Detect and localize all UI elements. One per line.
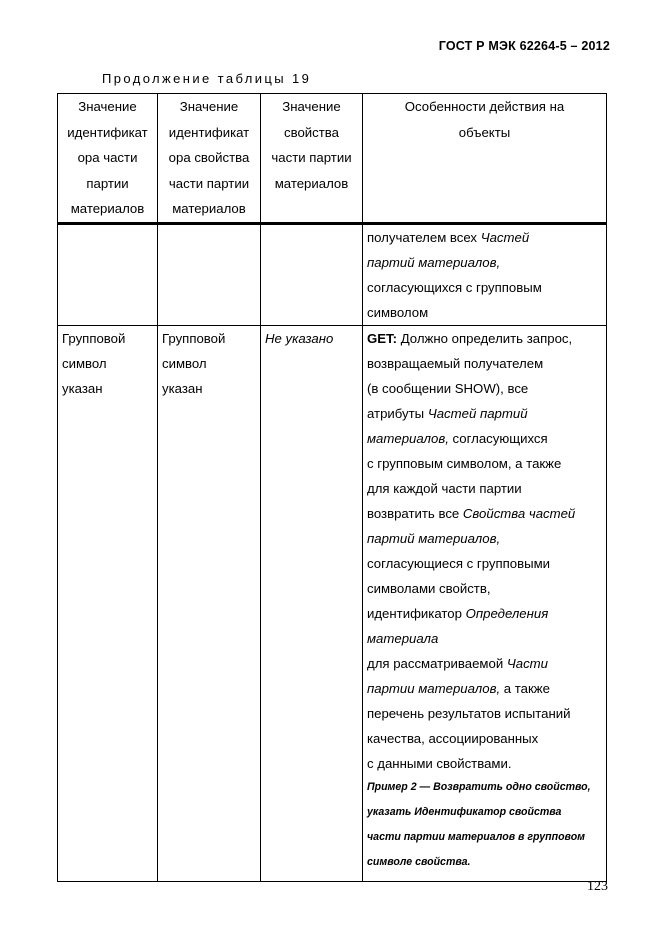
text-line: (в сообщении SHOW), все (367, 380, 529, 396)
header-line: материалов (274, 175, 349, 191)
text-line: возвращаемый получателем (367, 355, 544, 371)
action-description-cell (363, 325, 607, 881)
text-line: Групповой (162, 330, 226, 346)
header-cell-3 (261, 94, 363, 224)
text-line: атрибуты Частей партий (367, 405, 528, 421)
table-row (58, 223, 607, 325)
text-line: с данными свойствами. (367, 755, 512, 771)
text-line: партии материалов, а также (367, 680, 550, 696)
text-line: качества, ассоциированных (367, 730, 539, 746)
text-line: символ (162, 355, 207, 371)
data-table (57, 93, 607, 882)
example-line: символе свойства. (367, 855, 471, 868)
header-line: материалов (70, 201, 145, 216)
table-cell (58, 223, 158, 325)
header-line: Значение (78, 99, 137, 114)
table-cell (158, 325, 261, 881)
text-line: идентификатор Определения (367, 605, 549, 621)
header-line: партии (86, 175, 129, 191)
header-line: части партии (168, 175, 250, 191)
action-description-cell (363, 223, 607, 325)
header-line: ора свойства (168, 150, 250, 165)
table-row (58, 325, 607, 881)
text-line: символом (367, 304, 429, 320)
text-line: для каждой части партии (367, 480, 522, 496)
table-cell (261, 325, 363, 881)
header-line: Особенности действия на (404, 99, 565, 114)
text-line: для рассматриваемой Части (367, 655, 548, 671)
standard-designation: ГОСТ Р МЭК 62264-5 – 2012 (438, 39, 610, 53)
text-line: партий материалов, (367, 530, 501, 546)
header-line: идентификат (168, 124, 250, 140)
header-line: идентификат (67, 124, 148, 140)
text-line: Групповой (62, 330, 126, 346)
text-line: Не указано (265, 330, 334, 346)
text-line: партий материалов, (367, 254, 501, 270)
text-line: указан (162, 380, 203, 396)
text-line: получателем всех Частей (367, 229, 530, 245)
example-line: Пример 2 — Возвратить одно свойство, (367, 780, 591, 793)
header-cell-1 (58, 94, 158, 224)
page-number: 123 (587, 879, 608, 894)
text-line: перечень результатов испытаний (367, 705, 571, 721)
text-line: GET: Должно определить запрос, (367, 330, 573, 346)
example-note (367, 776, 602, 881)
header-cell-2 (158, 94, 261, 224)
header-line: объекты (458, 124, 511, 140)
text-line: символами свойств, (367, 580, 491, 596)
header-line: Значение (179, 99, 239, 114)
text-line: согласующиеся с групповыми (367, 555, 551, 571)
text-line: символ (62, 355, 107, 371)
text-line: материалов, согласующихся (367, 430, 548, 446)
table-cell (261, 223, 363, 325)
text-line: с групповым символом, а также (367, 455, 562, 471)
example-line: указать Идентификатор свойства (367, 805, 562, 818)
text-line: согласующихся с групповым (367, 279, 542, 295)
header-cell-4 (363, 94, 607, 224)
get-keyword: GET: (367, 330, 398, 346)
header-line: материалов (172, 201, 246, 216)
header-line: свойства (284, 124, 339, 140)
text-line: материала (367, 630, 439, 646)
text-line: указан (62, 380, 103, 396)
table-header-row (58, 94, 607, 224)
header-line: части партии (271, 150, 352, 165)
table-continuation-caption: Продолжение таблицы 19 (102, 71, 312, 86)
example-line: части партии материалов в групповом (367, 830, 585, 843)
table-cell (158, 223, 261, 325)
header-line: ора части (77, 150, 138, 165)
header-line: Значение (282, 99, 341, 114)
table-cell (58, 325, 158, 881)
text-line: возвратить все Свойства частей (367, 505, 576, 521)
